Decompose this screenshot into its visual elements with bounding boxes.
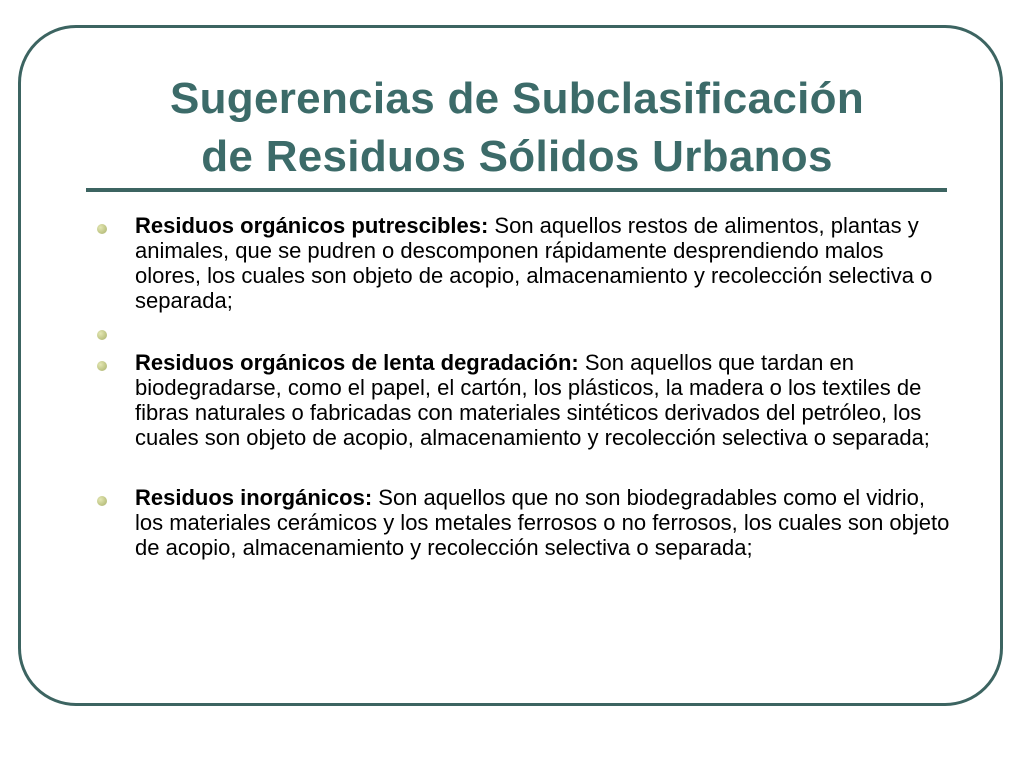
slide-title-line-2: de Residuos Sólidos Urbanos — [201, 132, 833, 181]
item-term: Residuos orgánicos putrescibles: — [135, 213, 489, 238]
bullet-list — [95, 213, 955, 560]
item-text: Son aquellos que no son biodegradables como el vidrio, los materiales cerámicos y los metales ferrosos o no ferrosos, los cuales son objeto de acopio, almacenamiento y recolección selectiva o separada; — [135, 485, 950, 560]
item-text: Son aquellos que tardan en biodegradarse, como el papel, el cartón, los plásticos, la madera o los textiles de fibras naturales o fabricadas con materiales sintéticos derivados del petróleo, los cuales son objeto de acopio, almacenamiento y recolección selectiva o separada; — [135, 350, 930, 450]
list-item-inorganicos — [95, 485, 955, 560]
bullet-icon — [97, 496, 107, 506]
item-term: Residuos orgánicos de lenta degradación: — [135, 350, 579, 375]
list-item-organicos-putrescibles — [95, 213, 955, 313]
bullet-icon — [97, 330, 107, 340]
title-divider — [86, 188, 947, 192]
item-term: Residuos inorgánicos: — [135, 485, 373, 510]
list-item-empty — [95, 319, 955, 344]
bullet-icon — [97, 224, 107, 234]
bullet-icon — [97, 361, 107, 371]
slide-title — [80, 70, 954, 186]
item-text: Son aquellos restos de alimentos, plantas y animales, que se pudren o descomponen rápidamente desprendiendo malos olores, los cuales son objeto de acopio, almacenamiento y recolección selectiva o separada; — [135, 213, 933, 313]
list-item-organicos-lenta-degradacion — [95, 350, 955, 450]
slide-title-line-1: Sugerencias de Subclasificación — [169, 74, 864, 123]
